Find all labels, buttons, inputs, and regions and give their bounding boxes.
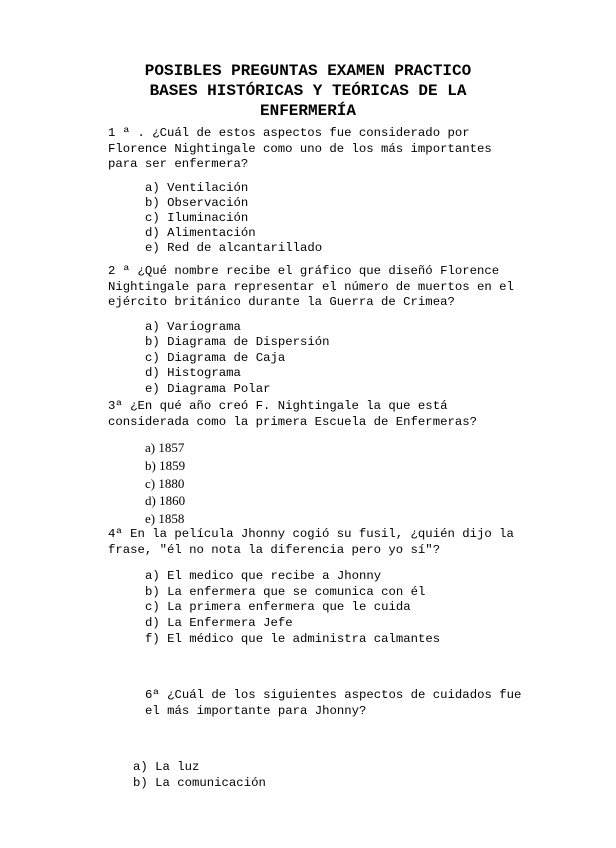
document-title-line-3: ENFERMERÍA [259,102,356,120]
question-4-text: 4ª En la película Jhonny cogió su fusil, ¿quién dijo la frase, "él no nota la diferencia pero yo sí"? [108,527,522,557]
question-4-option-a: a) El medico que recibe a Jhonny [145,569,382,583]
question-4-option-b: b) La enfermera que se comunica con él [145,585,426,599]
question-2-option-d: d) Histograma [145,366,241,380]
question-6-text: 6ª ¿Cuál de los siguientes aspectos de cuidados fue el más importante para Jhonny? [145,688,529,718]
question-6-option-b: b) La comunicación [133,776,266,790]
question-2-option-e: e) Diagrama Polar [145,382,271,396]
question-3-option-d: d) 1860 [145,493,186,508]
question-2-option-c: c) Diagrama de Caja [145,351,286,365]
question-2-option-a: a) Variograma [145,320,241,334]
question-2-option-b: b) Diagrama de Dispersión [145,335,330,349]
question-3-option-c: c) 1880 [145,476,185,491]
question-4-option-c: c) La primera enfermera que le cuida [145,600,411,614]
question-4-option-d: d) La Enfermera Jefe [145,616,293,630]
question-6-option-a: a) La luz [133,760,200,774]
document-title-line-1: POSIBLES PREGUNTAS EXAMEN PRACTICO [144,62,472,80]
question-4-option-f: f) El médico que le administra calmantes [145,632,441,646]
question-1-option-a: a) Ventilación [145,181,249,195]
document-title-line-2: BASES HISTÓRICAS Y TEÓRICAS DE LA [149,82,467,100]
question-1-option-d: d) Alimentación [145,226,256,240]
question-1-text: 1 ª . ¿Cuál de estos aspectos fue considerado por Florence Nightingale como uno de los más importantes para ser enfermera? [108,126,500,171]
question-2-text: 2 ª ¿Qué nombre recibe el gráfico que diseñó Florence Nightingale para representar el número de muertos en el ejército británico durante la Guerra de Crimea? [108,264,522,309]
question-3-option-a: a) 1857 [145,440,185,455]
question-3-option-b: b) 1859 [145,458,186,473]
question-3-text: 3ª ¿En qué año creó F. Nightingale la que está considerada como la primera Escuela de Enfermeras? [108,399,477,429]
question-1-option-e: e) Red de alcantarillado [145,241,323,255]
question-1-option-c: c) Iluminación [145,211,249,225]
question-3-option-e: e) 1858 [145,511,185,526]
question-1-option-b: b) Observación [145,196,249,210]
